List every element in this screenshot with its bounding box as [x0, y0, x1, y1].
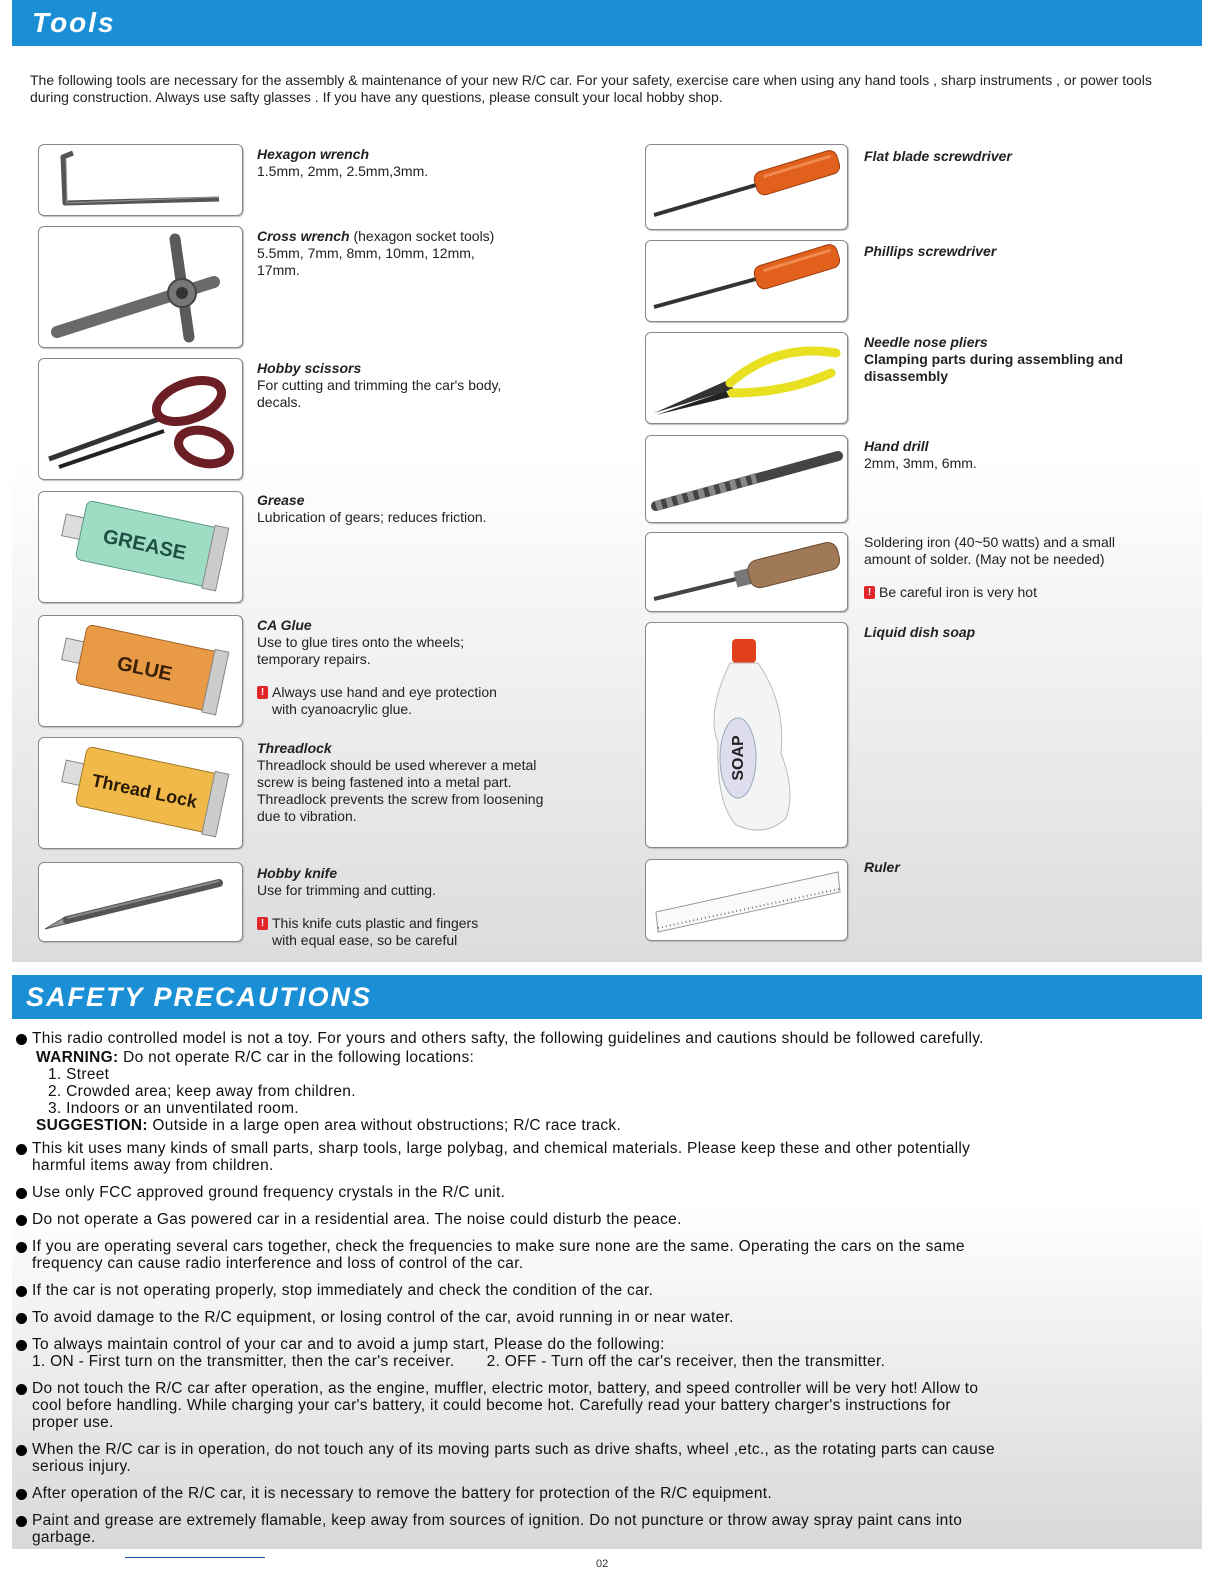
safety-list: [16, 1030, 1206, 1556]
safety-p11: After operation of the R/C car, it is necessary to remove the battery for protection of the R/C equipment.: [32, 1485, 772, 1502]
hand-drill-image: [645, 435, 848, 523]
cross-wrench-text2: 17mm.: [257, 262, 300, 278]
bullet-icon: [16, 1340, 27, 1351]
pliers-desc: [864, 334, 1123, 385]
phillips-screwdriver-name: Phillips screwdriver: [864, 243, 997, 259]
warning-icon: !: [864, 586, 875, 599]
threadlock-text2: screw is being fastened into a metal part.: [257, 774, 512, 790]
safety-item: [16, 1380, 1206, 1431]
tools-header: [12, 0, 1202, 46]
safety-p2b: harmful items away from children.: [32, 1157, 274, 1174]
flat-screwdriver-desc: [864, 148, 1012, 165]
drill-bit-icon: [646, 436, 847, 522]
glue-name: CA Glue: [257, 617, 312, 633]
glue-warning: [257, 684, 497, 718]
safety-item: [16, 1282, 1206, 1299]
pliers-text2: disassembly: [864, 368, 949, 384]
safety-header: [12, 975, 1202, 1019]
safety-item: [16, 1441, 1206, 1475]
grease-tube-icon: [39, 492, 242, 602]
cross-wrench-image: [38, 226, 243, 348]
ruler-image: [645, 859, 848, 941]
threadlock-text4: due to vibration.: [257, 808, 357, 824]
glue-tube-icon: [39, 616, 242, 726]
safety-p10b: serious injury.: [32, 1458, 131, 1475]
flat-screwdriver-icon: [646, 145, 847, 229]
safety-item: [16, 1140, 1206, 1174]
flat-screwdriver-image: [645, 144, 848, 230]
threadlock-image: [38, 737, 243, 849]
warning-icon: !: [257, 686, 268, 699]
safety-p9a: Do not touch the R/C car after operation, as the engine, muffler, electric motor, battery, and speed controller will be very hot! Allow to: [32, 1380, 979, 1397]
tools-title: Tools: [32, 7, 116, 38]
safety-item: [16, 1512, 1206, 1546]
safety-item: [16, 1238, 1206, 1272]
suggestion-label: SUGGESTION:: [36, 1117, 148, 1134]
glue-text2: temporary repairs.: [257, 651, 371, 667]
threadlock-tube-icon: [39, 738, 242, 848]
hex-wrench-icon: [39, 145, 242, 215]
warning-line: [16, 1049, 1206, 1066]
safety-p9c: proper use.: [32, 1414, 114, 1431]
cross-wrench-name: Cross wrench: [257, 228, 350, 244]
phillips-screwdriver-image: [645, 240, 848, 322]
glue-tube-label: GLUE: [115, 652, 174, 686]
hex-wrench-image: [38, 144, 243, 216]
soldering-iron-warning: [864, 584, 1115, 601]
hobby-knife-icon: [39, 863, 242, 941]
bullet-icon: [16, 1516, 27, 1527]
glue-warn2: with cyanoacrylic glue.: [272, 701, 413, 717]
phillips-screwdriver-desc: [864, 243, 996, 260]
glue-warn1: Always use hand and eye protection: [272, 684, 497, 700]
scissors-text2: decals.: [257, 394, 302, 410]
warning-text: Do not operate R/C car in the following locations:: [118, 1049, 475, 1066]
soap-name: Liquid dish soap: [864, 624, 976, 640]
scissors-desc: [257, 360, 501, 411]
grease-desc: [257, 492, 487, 526]
threadlock-text3: Threadlock prevents the screw from loosening: [257, 791, 544, 807]
scissors-icon: [39, 359, 242, 479]
safety-item: [16, 1211, 1206, 1228]
soap-bottle-icon: [646, 623, 847, 847]
warning-label: WARNING:: [36, 1049, 119, 1066]
hand-drill-desc: [864, 438, 977, 472]
scissors-text1: For cutting and trimming the car's body,: [257, 377, 502, 393]
soldering-iron-image: [645, 532, 848, 612]
location-3: 3. Indoors or an unventilated room.: [48, 1100, 299, 1117]
soldering-iron-icon: [646, 533, 847, 611]
safety-p6: If the car is not operating properly, stop immediately and check the condition of the car.: [32, 1282, 654, 1299]
hand-drill-name: Hand drill: [864, 438, 929, 454]
phillips-screwdriver-icon: [646, 241, 847, 321]
bullet-icon: [16, 1286, 27, 1297]
safety-p1: This radio controlled model is not a toy. For yours and others safty, the following guidelines and cautions should be followed carefully.: [32, 1030, 984, 1047]
bullet-icon: [16, 1242, 27, 1253]
threadlock-tube-label: Thread Lock: [90, 770, 199, 813]
bullet-icon: [16, 1215, 27, 1226]
cross-wrench-name-extra: (hexagon socket tools): [349, 228, 495, 244]
bullet-icon: [16, 1188, 27, 1199]
soldering-iron-desc: [864, 534, 1115, 601]
bullet-icon: [16, 1489, 27, 1500]
knife-image: [38, 862, 243, 942]
scissors-name: Hobby scissors: [257, 360, 362, 376]
knife-warn1: This knife cuts plastic and fingers: [272, 915, 479, 931]
grease-text: Lubrication of gears; reduces friction.: [257, 509, 487, 525]
suggestion-line: [16, 1117, 1206, 1134]
knife-warn2: with equal ease, so be careful: [272, 932, 458, 948]
threadlock-name: Threadlock: [257, 740, 332, 756]
knife-desc: [257, 865, 478, 949]
safety-item: [16, 1485, 1206, 1502]
location-2: 2. Crowded area; keep away from children.: [48, 1083, 356, 1100]
hand-drill-text: 2mm, 3mm, 6mm.: [864, 455, 977, 471]
grease-tube-label: GREASE: [100, 525, 189, 565]
knife-name: Hobby knife: [257, 865, 338, 881]
warning-icon: !: [257, 917, 268, 930]
needle-nose-pliers-icon: [646, 333, 847, 423]
pliers-image: [645, 332, 848, 424]
grease-image: [38, 491, 243, 603]
safety-p2a: This kit uses many kinds of small parts, sharp tools, large polybag, and chemical materials. Please keep these and other potentially: [32, 1140, 971, 1157]
flat-screwdriver-name: Flat blade screwdriver: [864, 148, 1012, 164]
safety-p3: Use only FCC approved ground frequency crystals in the R/C unit.: [32, 1184, 506, 1201]
bullet-icon: [16, 1313, 27, 1324]
page-number: 02: [596, 1558, 609, 1570]
knife-text: Use for trimming and cutting.: [257, 882, 436, 898]
glue-image: [38, 615, 243, 727]
safety-p9b: cool before handling. While charging your car's battery, it could become hot. Carefully read your battery charger's instructions for: [32, 1397, 951, 1414]
suggestion-text: Outside in a large open area without obstructions; R/C race track.: [147, 1117, 622, 1134]
safety-item: [16, 1336, 1206, 1370]
safety-title: SAFETY PRECAUTIONS: [26, 982, 373, 1012]
hex-wrench-text: 1.5mm, 2mm, 2.5mm,3mm.: [257, 163, 429, 179]
threadlock-desc: [257, 740, 543, 825]
soldering-iron-text2: amount of solder. (May not be needed): [864, 551, 1105, 567]
pliers-text1: Clamping parts during assembling and: [864, 351, 1124, 367]
pliers-name: Needle nose pliers: [864, 334, 988, 350]
ruler-icon: [646, 860, 847, 940]
safety-p7: To avoid damage to the R/C equipment, or losing control of the car, avoid running in or near water.: [32, 1309, 734, 1326]
glue-text1: Use to glue tires onto the wheels;: [257, 634, 465, 650]
cross-wrench-text1: 5.5mm, 7mm, 8mm, 10mm, 12mm,: [257, 245, 475, 261]
bullet-icon: [16, 1445, 27, 1456]
grease-name: Grease: [257, 492, 305, 508]
safety-item: [16, 1184, 1206, 1201]
footer-rule: [125, 1557, 265, 1558]
safety-p4: Do not operate a Gas powered car in a residential area. The noise could disturb the peace.: [32, 1211, 682, 1228]
glue-desc: [257, 617, 497, 718]
safety-p12b: garbage.: [32, 1529, 96, 1546]
soap-desc: [864, 624, 975, 641]
knife-warning: [257, 915, 478, 949]
bullet-icon: [16, 1034, 27, 1045]
safety-p5a: If you are operating several cars together, check the frequencies to make sure none are the same. Operating the cars on the same: [32, 1238, 965, 1255]
safety-p8a: To always maintain control of your car and to avoid a jump start, Please do the following:: [32, 1336, 665, 1353]
bullet-icon: [16, 1144, 27, 1155]
ruler-desc: [864, 859, 900, 876]
scissors-image: [38, 358, 243, 480]
bullet-icon: [16, 1384, 27, 1395]
soldering-iron-text1: Soldering iron (40~50 watts) and a small: [864, 534, 1115, 550]
ruler-name: Ruler: [864, 859, 900, 875]
soap-image: [645, 622, 848, 848]
cross-wrench-desc: [257, 228, 494, 279]
hex-wrench-desc: [257, 146, 428, 180]
soldering-iron-warn: Be careful iron is very hot: [879, 584, 1037, 600]
cross-wrench-icon: [39, 227, 242, 347]
threadlock-text1: Threadlock should be used wherever a metal: [257, 757, 537, 773]
safety-p8b: 1. ON - First turn on the transmitter, then the car's receiver. 2. OFF - Turn off the car's receiver, then the transmitter.: [32, 1353, 886, 1370]
safety-p5b: frequency can cause radio interference and loss of control of the car.: [32, 1255, 524, 1272]
safety-p12a: Paint and grease are extremely flamable, keep away from sources of ignition. Do not puncture or throw away spray paint cans into: [32, 1512, 963, 1529]
safety-item: [16, 1030, 1206, 1047]
soap-bottle-label: SOAP: [730, 735, 747, 781]
safety-item: [16, 1309, 1206, 1326]
safety-p10a: When the R/C car is in operation, do not touch any of its moving parts such as drive shafts, wheel ,etc., as the rotating parts can cause: [32, 1441, 995, 1458]
location-1: 1. Street: [48, 1066, 110, 1083]
hex-wrench-name: Hexagon wrench: [257, 146, 370, 162]
intro-text: The following tools are necessary for the assembly & maintenance of your new R/C car. For your safety, exercise care when using any hand tools , sharp instruments , or power tools during construction. Always use safty glasses . If you have any questions, please consult your local hobby shop.: [30, 72, 1152, 105]
